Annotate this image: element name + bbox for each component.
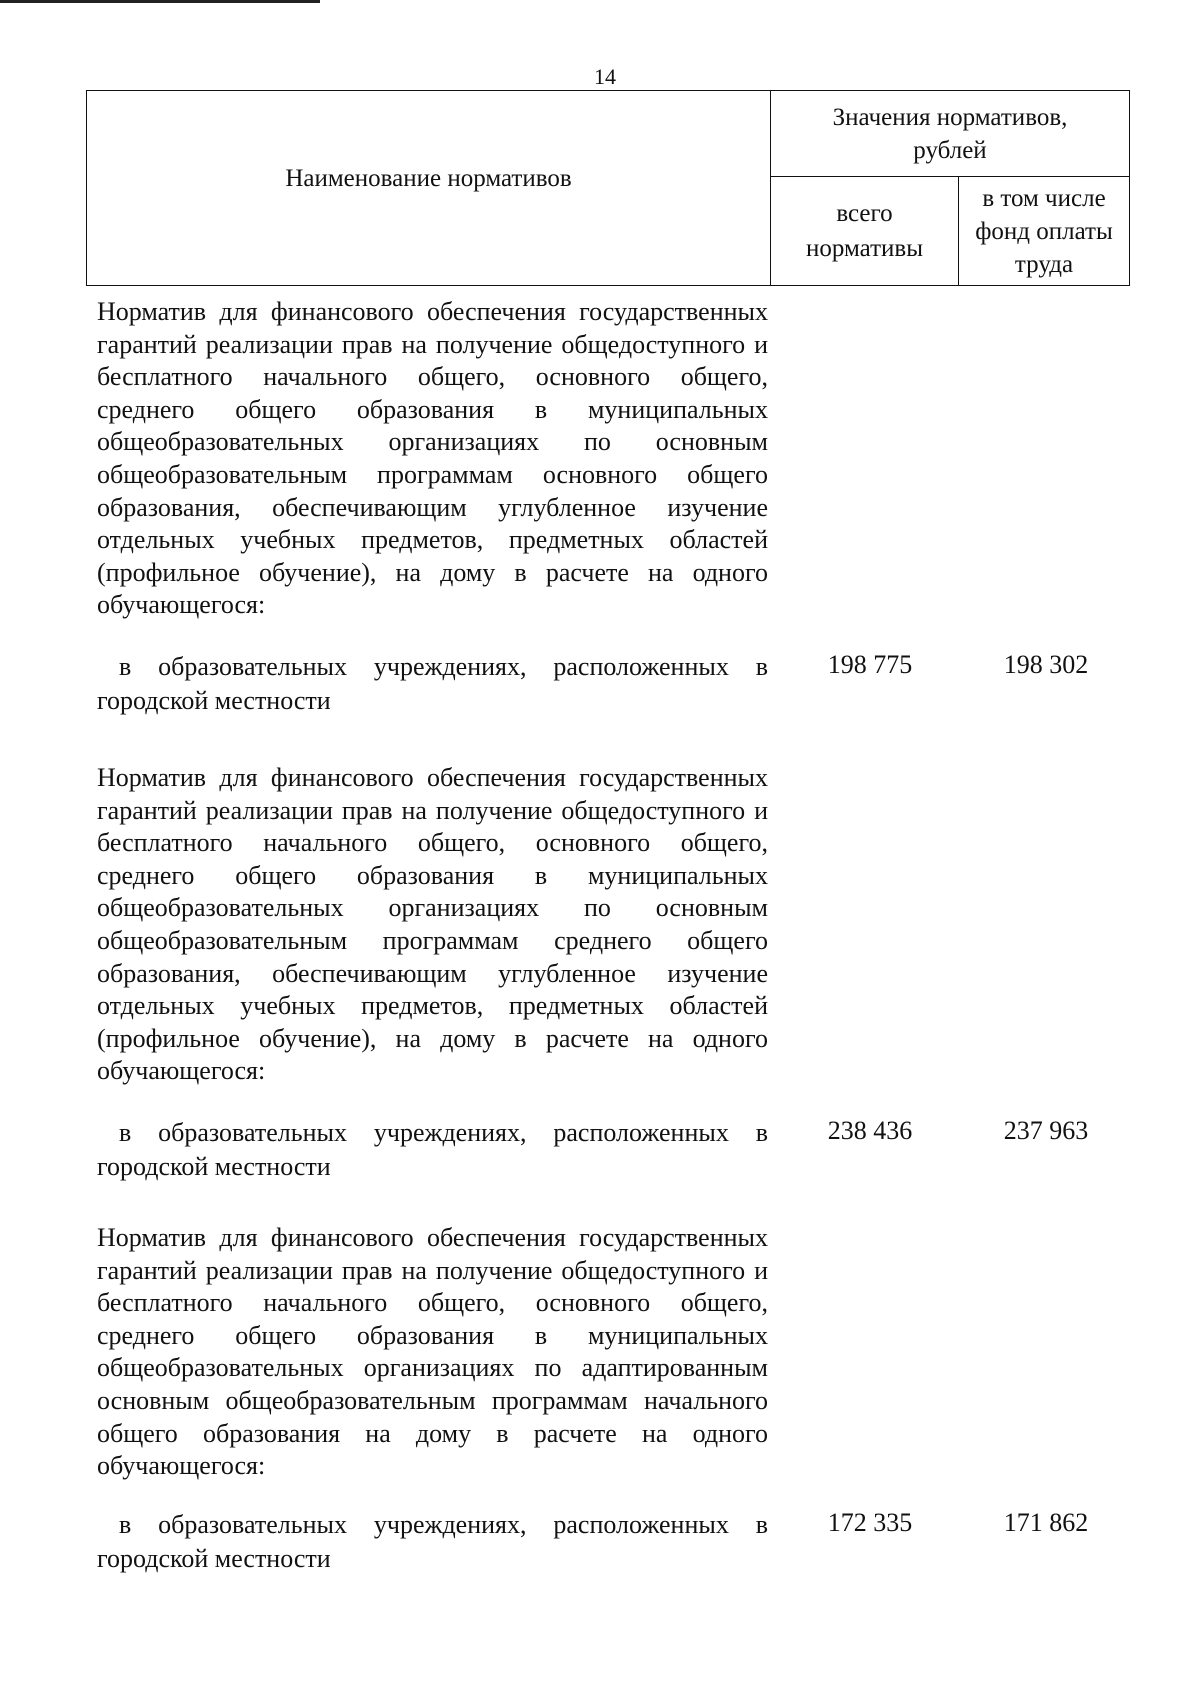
section-1-description: Норматив для финансового обеспечения государственных гарантий реализации прав на получение общедоступного и бесплатного начального общего, основного общего, среднего общего образования в муниципальных общеобразовательных организациях по основным общеобразовательным программам основного общего образования, обеспечивающим углубленное изучение отдельных учебных предметов, предметных областей (профильное обучение), на дому в расчете на одного обучающегося: xyxy=(97,297,768,620)
section-2-description: Норматив для финансового обеспечения государственных гарантий реализации прав на получение общедоступного и бесплатного начального общего, основного общего, среднего общего образования в муниципальных общеобразовательных организациях по основным общеобразовательным программам среднего общего образования, обеспечивающим углубленное изучение отдельных учебных предметов, предметных областей (профильное обучение), на дому в расчете на одного обучающегося: xyxy=(97,763,768,1086)
page-number: 14 xyxy=(594,64,616,89)
section-1-item-label: в образовательных учреждениях, расположенных в городской местности xyxy=(97,652,768,715)
header-name-column: Наименование нормативов xyxy=(87,91,771,285)
section-2-item-label: в образовательных учреждениях, расположенных в городской местности xyxy=(97,1118,768,1181)
header-payroll-label: в том числе фонд оплаты труда xyxy=(975,184,1113,278)
section-3-item-label: в образовательных учреждениях, расположенных в городской местности xyxy=(97,1510,768,1573)
section-3-description: Норматив для финансового обеспечения государственных гарантий реализации прав на получение общедоступного и бесплатного начального общего, основного общего, среднего общего образования в муниципальных общеобразовательных организациях по адаптированным основным общеобразовательным программам начального общего образования на дому в расчете на одного обучающегося: xyxy=(97,1223,768,1481)
header-total-label: всего нормативы xyxy=(805,200,923,262)
section-2-payroll: 237 963 xyxy=(1003,1116,1089,1145)
header-total-column xyxy=(771,177,959,285)
section-3-total: 172 335 xyxy=(827,1508,913,1537)
top-rule xyxy=(0,0,320,3)
table-header xyxy=(86,90,1130,286)
section-2-total: 238 436 xyxy=(827,1116,913,1145)
section-1-payroll: 198 302 xyxy=(1003,650,1089,679)
section-1-total: 198 775 xyxy=(827,650,913,679)
header-values-group xyxy=(771,91,1129,177)
section-3-payroll: 171 862 xyxy=(1003,1508,1089,1537)
header-values-group-label: Значения нормативов, рублей xyxy=(832,103,1068,164)
header-payroll-column xyxy=(959,177,1129,285)
